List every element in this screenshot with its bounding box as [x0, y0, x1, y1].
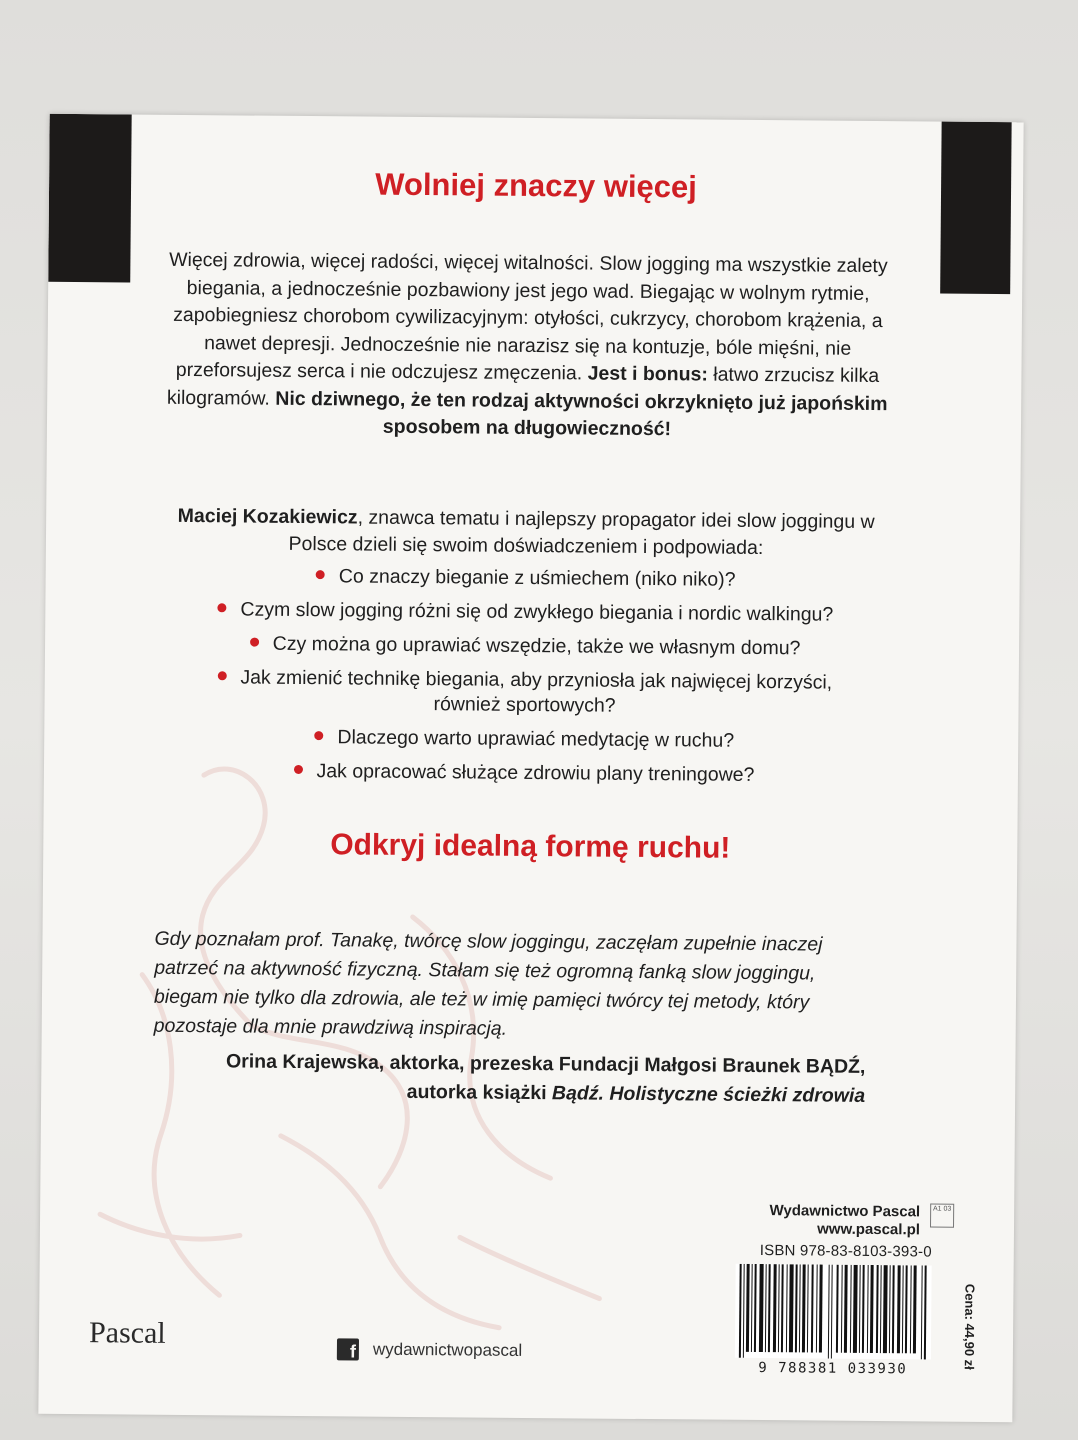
intro-text-1: Więcej zdrowia, więcej radości, więcej witalności. Slow jogging ma wszystkie zalety biegania, a jednocześnie pozbawiony jest jego wad. Biegając w wolnym rytmie, zapobiegniesz chorobom cywilizacyjnym: otyłości, cukrzycy, chorobom krążenia, a nawet depresji. Jednocześnie nie narazisz się na kontuzje, bóle mięśni, nie przeforsujesz serca i nie odczujesz zmęczenia. [169, 248, 888, 385]
attribution-book-title: Bądź. Holistyczne ścieżki zdrowia [551, 1082, 866, 1107]
question-list [104, 562, 946, 798]
intro-bold-2: Nic dziwnego, że ten rodzaj aktywności okrzyknięto już japońskim sposobem na długowieczność! [275, 387, 888, 441]
publisher-name: Wydawnictwo Pascal [769, 1202, 921, 1221]
isbn-number: ISBN 978-83-8103-393-0 [759, 1242, 932, 1261]
question-item [105, 630, 945, 662]
social-handle [337, 1338, 522, 1362]
red-bullet-icon [250, 638, 259, 647]
intro-text-2: łatwo zrzucisz kilka kilogramów. [166, 363, 880, 410]
author-name: Maciej Kozakiewicz [177, 504, 358, 529]
price-label [959, 1284, 980, 1384]
tagline: Odkryj idealną formę ruchu! [330, 828, 731, 865]
book-back-cover [38, 114, 1023, 1422]
question-text: Dlaczego warto uprawiać medytację w ruchu? [337, 726, 735, 752]
question-item [105, 596, 945, 628]
price-text: Cena: 44,90 zł [961, 1283, 978, 1370]
endorsement-quote [154, 925, 885, 1047]
red-bullet-icon [316, 570, 325, 579]
attribution-prefix: autorka książki [406, 1080, 553, 1105]
quote-attribution [226, 1047, 866, 1111]
question-item [104, 723, 944, 755]
publisher-url: www.pascal.pl [817, 1220, 921, 1239]
publisher-info [769, 1202, 920, 1239]
red-bullet-icon [314, 731, 323, 740]
question-text: Jak zmienić technikę biegania, aby przyniosła jak najwięcej korzyści, również sportowych? [240, 666, 833, 717]
question-item [106, 562, 946, 594]
question-text: Czym slow jogging różni się od zwykłego biegania i nordic walkingu? [240, 598, 834, 626]
question-text: Co znaczy bieganie z uśmiechem (niko niko)? [338, 565, 736, 591]
quote-text: Gdy poznałam prof. Tanakę, twórcę slow joggingu, zaczęłam zupełnie inaczej patrzeć na aktywność fizyczną. Stałam się też ogromną fanką slow joggingu, biegam nie tylko dla zdrowia, ale też w imię pamięci twórcy tej metody, który pozostaje dla mnie prawdziwą inspiracją. [153, 927, 823, 1040]
attribution-line-2 [226, 1076, 866, 1111]
barcode [735, 1264, 932, 1360]
cover-title: Wolniej znaczy więcej [375, 166, 698, 205]
red-bullet-icon [217, 603, 226, 612]
barcode-digits: 9 788381 033930 [758, 1360, 908, 1378]
intro-paragraph [157, 247, 899, 446]
category-code-box: A1 03 [930, 1204, 954, 1228]
intro-bold-1: Jest i bonus: [587, 362, 708, 386]
facebook-icon: f [337, 1338, 359, 1360]
author-text: , znawca tematu i najlepszy propagator idei slow joggingu w Polsce dzieli się swoim doświadczeniem i podpowiada: [288, 506, 875, 560]
red-bullet-icon [293, 765, 302, 774]
publisher-logo: Pascal [88, 1316, 166, 1350]
question-item [104, 757, 944, 789]
barcode-bars [735, 1264, 932, 1360]
red-bullet-icon [217, 671, 226, 680]
question-text: Czy można go uprawiać wszędzie, także we własnym domu? [272, 632, 801, 660]
question-item [104, 664, 944, 721]
attribution-line-1: Orina Krajewska, aktorka, prezeska Fundacji Małgosi Braunek BĄDŹ, [225, 1050, 866, 1078]
social-handle-text: wydawnictwopascal [372, 1339, 523, 1360]
author-paragraph [146, 503, 906, 564]
question-text: Jak opracować służące zdrowiu plany treningowe? [316, 760, 755, 786]
